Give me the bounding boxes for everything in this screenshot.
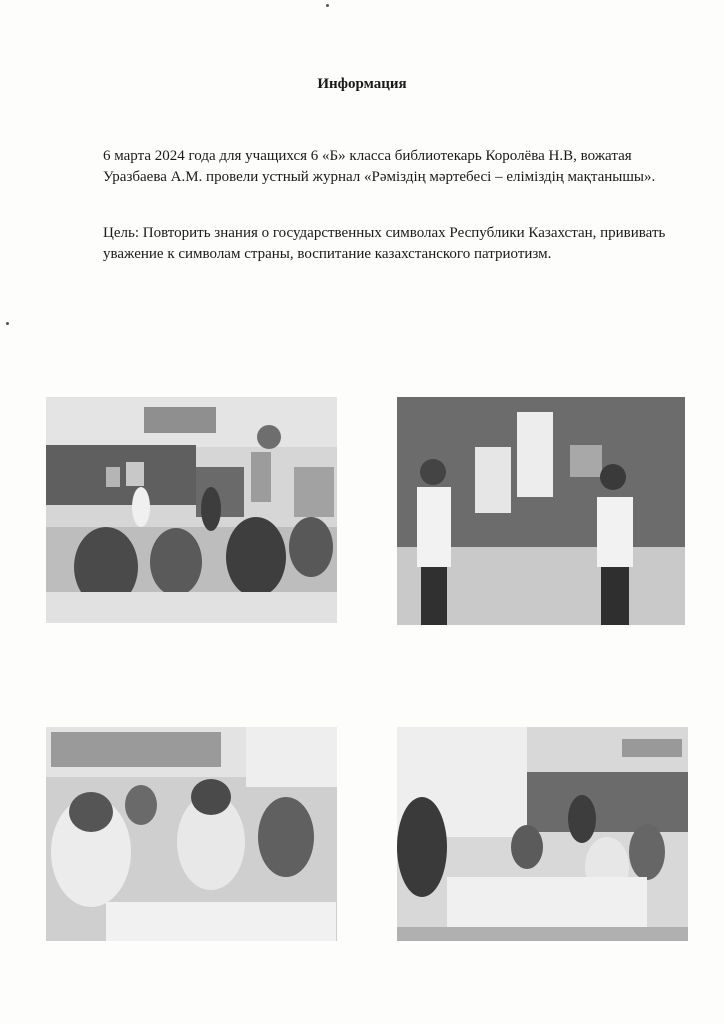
classroom-photo-1 xyxy=(46,397,337,623)
document-title: Информация xyxy=(317,76,407,92)
classroom-photo-4 xyxy=(397,727,688,941)
paragraph-goal: Цель: Повторить знания о государственных символах Республики Казахстан, прививать уважение к символам страны, воспитание казахстанского патриотизм. xyxy=(103,225,666,262)
classroom-photo-3 xyxy=(46,727,337,941)
scan-speck xyxy=(326,4,329,7)
students-at-board-photo xyxy=(397,397,685,625)
paragraph-event: 6 марта 2024 года для учащихся 6 «Б» класса библиотекарь Королёва Н.В, вожатая Уразбаева А.М. провели устный журнал «Рәміздің мәртебесі – еліміздің мақтанышы». xyxy=(103,148,656,185)
scan-speck xyxy=(6,322,9,325)
